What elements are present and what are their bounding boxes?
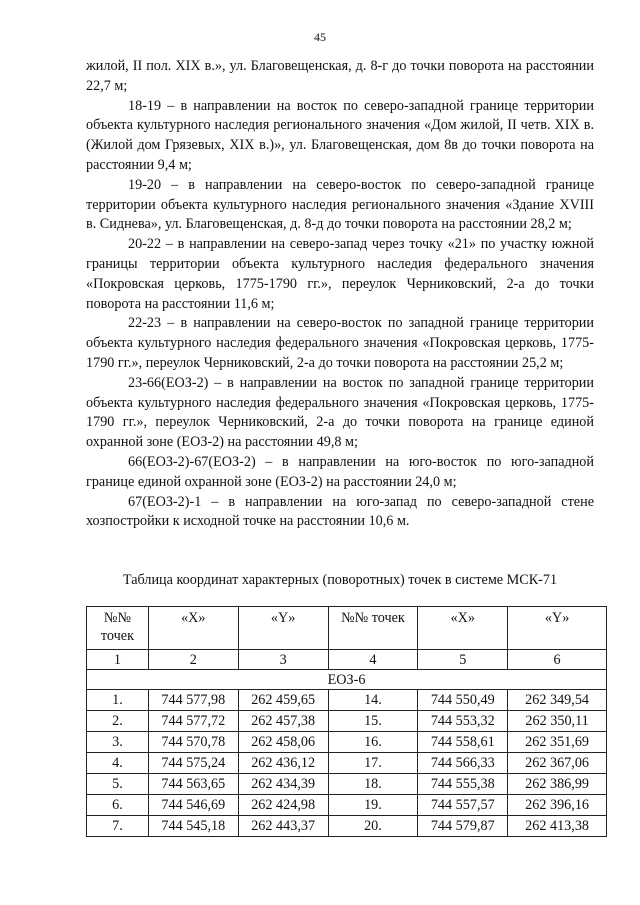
- table-cell: 262 413,38: [508, 816, 607, 837]
- table-cell: 262 386,99: [508, 774, 607, 795]
- table-cell: 744 555,38: [418, 774, 508, 795]
- table-cell: 744 570,78: [148, 732, 238, 753]
- table-row: [87, 795, 607, 816]
- table-cell: 262 459,65: [238, 690, 328, 711]
- table-cell: 262 396,16: [508, 795, 607, 816]
- page-number: 45: [314, 30, 326, 44]
- table-cell: 744 577,98: [148, 690, 238, 711]
- header-cell: №№ точек: [87, 607, 149, 650]
- paragraph: 22-23 – в направлении на северо-восток по западной границе территории объекта культурного наследия федерального значения «Покровская церковь, 1775-1790 гг.», переулок Черниковский, 2-а до точки поворота на расстоянии 25,2 м;: [86, 315, 594, 371]
- table-cell: 18.: [328, 774, 418, 795]
- header-cell: «Y»: [508, 607, 607, 650]
- column-number: 1: [87, 650, 149, 670]
- header-cell: №№ точек: [328, 607, 418, 650]
- section-row: [87, 670, 607, 690]
- table-cell: 744 566,33: [418, 753, 508, 774]
- table-cell: 19.: [328, 795, 418, 816]
- table-cell: 17.: [328, 753, 418, 774]
- table-cell: 744 558,61: [418, 732, 508, 753]
- table-row: [87, 816, 607, 837]
- column-number: 6: [508, 650, 607, 670]
- table-cell: 262 350,11: [508, 711, 607, 732]
- paragraph: 23-66(ЕОЗ-2) – в направлении на восток по западной границе территории объекта культурного наследия федерального значения «Покровская церковь, 1775-1790 гг.», переулок Черниковский, 2-а до точки поворота на границе единой охранной зоне (ЕОЗ-2) на расстоянии 49,8 м;: [86, 374, 594, 451]
- table-cell: 744 550,49: [418, 690, 508, 711]
- header-cell: «X»: [418, 607, 508, 650]
- table-cell: 744 575,24: [148, 753, 238, 774]
- table-cell: 744 579,87: [418, 816, 508, 837]
- table-cell: 744 577,72: [148, 711, 238, 732]
- paragraph: 66(ЕОЗ-2)-67(ЕОЗ-2) – в направлении на юго-восток по юго-западной границе единой охранной зоне (ЕОЗ-2) на расстоянии 24,0 м;: [86, 453, 594, 490]
- table-cell: 2.: [87, 711, 149, 732]
- column-number: 4: [328, 650, 418, 670]
- table-row: [87, 774, 607, 795]
- table-cell: 5.: [87, 774, 149, 795]
- table-cell: 744 545,18: [148, 816, 238, 837]
- table-cell: 14.: [328, 690, 418, 711]
- table-cell: 262 458,06: [238, 732, 328, 753]
- table-cell: 6.: [87, 795, 149, 816]
- column-number: 5: [418, 650, 508, 670]
- table-cell: 20.: [328, 816, 418, 837]
- table-cell: 262 351,69: [508, 732, 607, 753]
- table-cell: 262 436,12: [238, 753, 328, 774]
- paragraph: 20-22 – в направлении на северо-запад через точку «21» по участку южной границы территории объекта культурного наследия федерального значения «Покровская церковь, 1775-1790 гг.», переулок Черниковский, 2-а до точки поворота на расстоянии 11,6 м;: [86, 236, 594, 312]
- table-header-row: [87, 607, 607, 650]
- table-cell: 262 443,37: [238, 816, 328, 837]
- header-cell: «X»: [148, 607, 238, 650]
- column-number-row: [87, 650, 607, 670]
- table-cell: 744 557,57: [418, 795, 508, 816]
- table-row: [87, 753, 607, 774]
- table-row: [87, 690, 607, 711]
- table-body: [87, 690, 607, 837]
- paragraph: жилой, II пол. XIX в.», ул. Благовещенская, д. 8-г до точки поворота на расстоянии 22,7 м;: [86, 58, 594, 94]
- table-cell: 744 563,65: [148, 774, 238, 795]
- body-text: [86, 57, 594, 532]
- table-row: [87, 711, 607, 732]
- table-cell: 262 457,38: [238, 711, 328, 732]
- table-row: [87, 732, 607, 753]
- column-number: 3: [238, 650, 328, 670]
- table-cell: 7.: [87, 816, 149, 837]
- paragraph: 67(ЕОЗ-2)-1 – в направлении на юго-запад по северо-западной стене хозпостройки к исходной точке на расстоянии 10,6 м.: [86, 493, 594, 530]
- table-cell: 262 424,98: [238, 795, 328, 816]
- table-cell: 744 553,32: [418, 711, 508, 732]
- table-cell: 15.: [328, 711, 418, 732]
- table-cell: 4.: [87, 753, 149, 774]
- table-cell: 262 349,54: [508, 690, 607, 711]
- table-cell: 16.: [328, 732, 418, 753]
- table-cell: 262 434,39: [238, 774, 328, 795]
- table-cell: 262 367,06: [508, 753, 607, 774]
- table-caption: Таблица координат характерных (поворотных) точек в системе МСК-71: [122, 572, 558, 588]
- paragraph: 18-19 – в направлении на восток по северо-западной границе территории объекта культурного наследия регионального значения «Дом жилой, II четв. XIX в. (Жилой дом Грязевых, XIX в.)», ул. Благовещенская, дом 8в до точки поворота на расстоянии 9,4 м;: [86, 97, 594, 173]
- coordinates-table: [86, 606, 607, 837]
- table-cell: 3.: [87, 732, 149, 753]
- section-title: ЕОЗ-6: [87, 670, 607, 690]
- header-cell: «Y»: [238, 607, 328, 650]
- paragraph: 19-20 – в направлении на северо-восток по северо-западной границе территории объекта культурного наследия регионального значения «Здание XVIII в. Сиднева», ул. Благовещенская, д. 8-д до точки поворота на расстоянии 28,2 м;: [86, 176, 594, 233]
- table-cell: 744 546,69: [148, 795, 238, 816]
- column-number: 2: [148, 650, 238, 670]
- table-cell: 1.: [87, 690, 149, 711]
